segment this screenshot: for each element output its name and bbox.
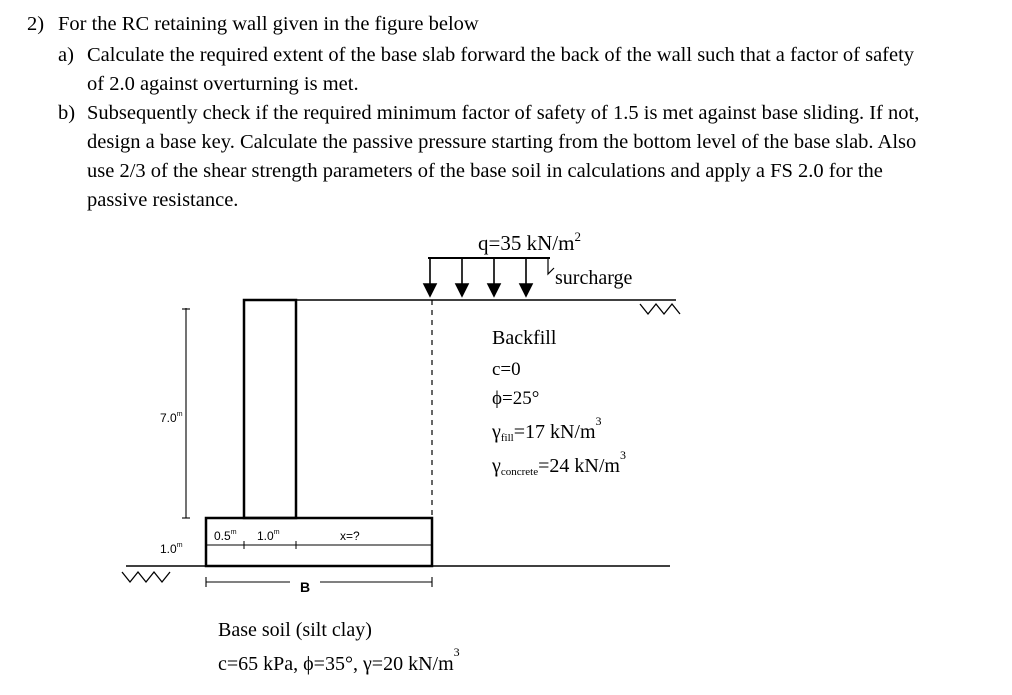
part-b-label: b) [58,102,76,124]
surcharge-arrows [424,258,554,296]
question-intro: For the RC retaining wall given in the figure below [58,13,479,35]
base-slab [206,518,432,566]
base-soil-title: Base soil (silt clay) [218,619,372,641]
part-b-line-3: use 2/3 of the shear strength parameters of the base soil in calculations and apply a FS 2.0 for the [87,160,883,182]
base-width-dimension [206,577,432,587]
part-a-line-2: of 2.0 against overturning is met. [87,73,359,95]
surcharge-value: q=35 $kN/m^2$ [478,229,581,255]
ground-hatch-right [640,304,680,314]
wall-height-dimension [182,308,206,566]
base-soil-params: c=65 kPa, ϕ=35°, γ=20 $kN/m^3$ [218,645,460,675]
base-width-label: B [300,579,311,595]
part-b-line-4: passive resistance. [87,189,239,211]
part-b-line-1: Subsequently check if the required minimum factor of safety of 1.5 is met against base sliding. If not, [87,102,920,124]
part-a-label: a) [58,44,74,66]
question-number: 2) [27,13,45,35]
ground-hatch-left [122,572,170,582]
part-a-line-1: Calculate the required extent of the base slab forward the back of the wall such that a factor of safety [87,44,915,66]
backfill-c: c=0 [492,359,521,380]
backfill-phi: ϕ=25° [492,388,540,409]
base-thickness-label: 1.0$^m$ [160,542,183,556]
stem-width-label: 1.0$^m$ [257,529,280,543]
heel-length-label: x=? [340,529,360,543]
surcharge-label: surcharge [555,267,633,289]
wall-stem [244,300,296,518]
backfill-gamma-concrete: γconcrete=24 $kN/m^3$ [492,448,626,478]
part-b-line-2: design a base key. Calculate the passive pressure starting from the bottom level of the base slab. Also [87,131,917,153]
toe-length-label: 0.5$^m$ [214,529,237,543]
backfill-title: Backfill [492,327,557,349]
wall-height-label: 7.0$^m$ [160,411,183,425]
backfill-gamma-fill: γfill=17 $kN/m^3$ [492,414,602,444]
